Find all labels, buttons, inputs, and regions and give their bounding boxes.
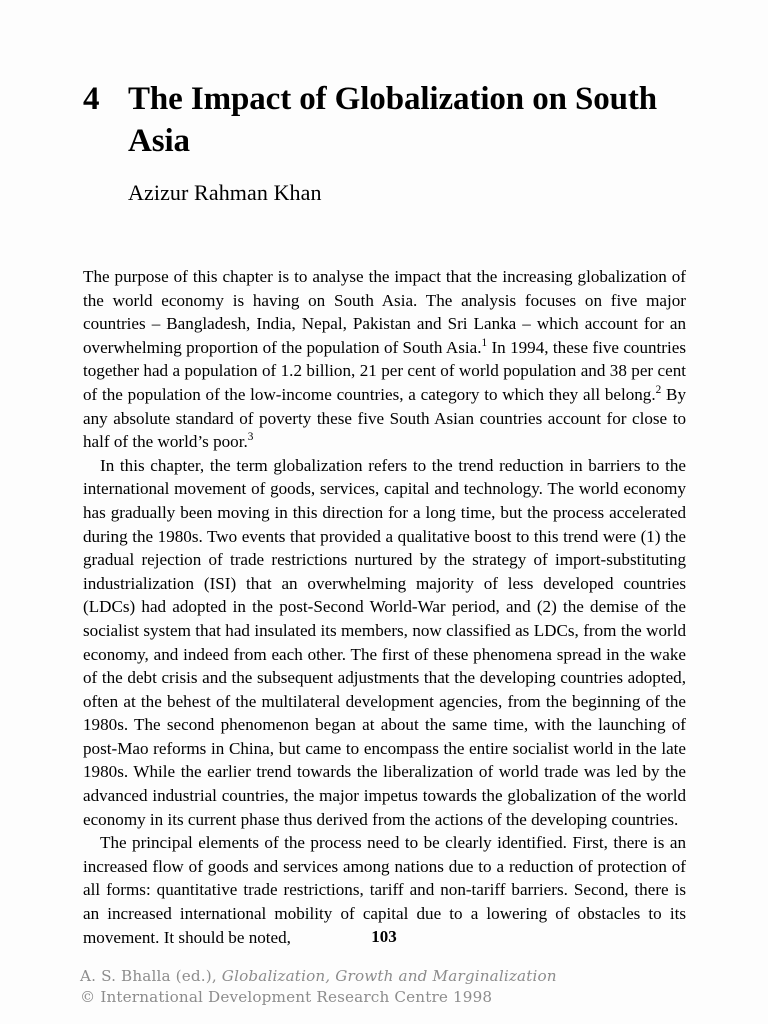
chapter-title: The Impact of Globalization on South Asia	[128, 81, 658, 159]
paragraph-3: The principal elements of the process need to be clearly identified. First, there is an increased flow of goods and services among nations due to a reduction of protection of all forms: quantitative trade restrictions, tariff and non-tariff barriers. Second, there is an increased international mobility of capital due to a lowering of obstacles to its movement. It should be noted,	[83, 833, 686, 947]
page-number: 103	[371, 927, 397, 946]
paragraph-1-segment-b: In 1994, these five countries together had a population of 1.2 billion, 21 per cent of world population and 38 per cent of the population of the low-income countries, a category to which they all belong.	[83, 337, 686, 404]
paragraph-1	[83, 265, 686, 454]
paragraph-1-segment-a: The purpose of this chapter is to analyse the impact that the increasing globalization of the world economy is having on South Asia. The analysis focuses on five major countries – Bangladesh, India, Nepal, Pakistan and Sri Lanka – which account for an overwhelming proportion of the population of South Asia.	[83, 267, 686, 357]
footnote-marker-2: 2	[655, 383, 662, 396]
paragraph-2: In this chapter, the term globalization refers to the trend reduction in barriers to the international movement of goods, services, capital and technology. The world economy has gradually been moving in this direction for a long time, but the process accelerated during the 1980s. Two events that provided a qualitative boost to this trend were (1) the gradual rejection of trade restrictions nurtured by the strategy of import-substituting industrialization (ISI) that an overwhelming majority of less developed countries (LDCs) had adopted in the post-Second World-War period, and (2) the demise of the socialist system that had insulated its members, now classified as LDCs, from the world economy, and indeed from each other. The first of these phenomena spread in the wake of the debt crisis and the subsequent adjustments that the developing countries adopted, often at the behest of the multilateral development agencies, from the beginning of the 1980s. The second phenomenon began at about the same time, with the launching of post-Mao reforms in China, but came to encompass the entire socialist world in the late 1980s. While the earlier trend towards the liberalization of world trade was led by the advanced industrial countries, the major impetus towards the globalization of the world economy in its current phase thus derived from the actions of the developing countries.	[83, 455, 686, 829]
author-name: Azizur Rahman Khan	[128, 180, 322, 205]
colophon-editor-line	[80, 966, 700, 987]
page-content	[83, 0, 686, 949]
chapter-heading-row	[83, 78, 686, 162]
body-text	[83, 265, 686, 949]
footnote-marker-1: 1	[481, 336, 488, 349]
colophon	[80, 966, 700, 1008]
chapter-heading	[83, 78, 686, 162]
colophon-editor: A. S. Bhalla (ed.),	[80, 967, 222, 985]
colophon-book-title: Globalization, Growth and Marginalization	[221, 967, 557, 985]
chapter-number: 4	[83, 81, 100, 117]
paragraph-1-segment-c: By any absolute standard of poverty these five South Asian countries account for close to half of the world’s poor.	[83, 384, 686, 452]
footnote-marker-3: 3	[247, 431, 254, 444]
colophon-copyright: © International Development Research Centre 1998	[80, 988, 493, 1006]
